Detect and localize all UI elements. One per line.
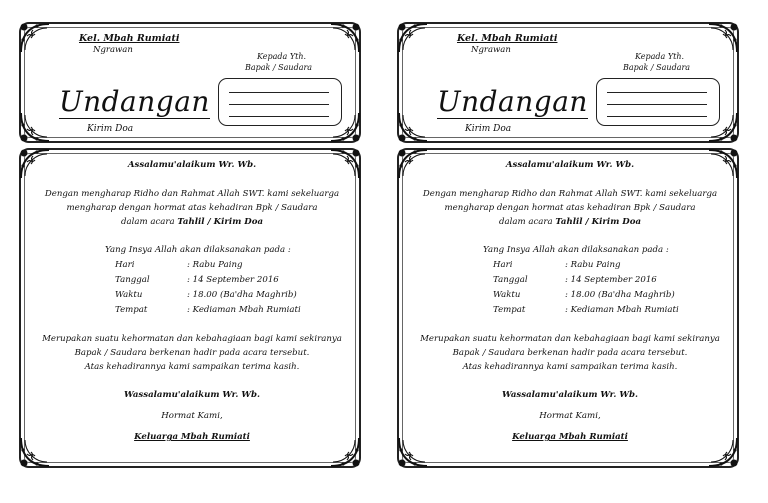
address-line [607,92,707,93]
address-box [596,78,720,126]
signature: Keluarga Mbah Rumiati [134,432,250,442]
ornament-corner-icon [327,20,363,56]
detail-value: : Kediaman Mbah Rumiati [187,305,301,315]
envelope-panel [397,22,739,143]
invitation-subtitle: Kirim Doa [465,124,512,134]
event-name: Tahlil / Kirim Doa [555,217,642,227]
paragraph-line: Dengan mengharap Ridho dan Rahmat Allah SWT. kami sekeluarga [422,189,718,199]
event-name: Tahlil / Kirim Doa [177,217,264,227]
event-line [21,217,363,228]
detail-label: Tempat [493,305,526,315]
farewell: Wassalamu'alaikum Wr. Wb. [501,390,639,400]
ornament-corner-icon [395,109,431,145]
detail-value: : 18.00 (Ba'dha Maghrib) [565,290,675,300]
address-box [218,78,342,126]
greeting: Assalamu'alaikum Wr. Wb. [127,160,257,170]
closing-line: Merupakan suatu kehormatan dan kebahagiaan bagi kami sekiranya [420,334,720,344]
detail-value: : Rabu Paing [187,260,243,270]
closing-line: Merupakan suatu kehormatan dan kebahagiaan bagi kami sekiranya [42,334,342,344]
detail-value: : 14 September 2016 [187,275,279,285]
sender-family: Kel. Mbah Rumiati [457,33,558,44]
address-line [229,92,329,93]
paragraph-line: Dengan mengharap Ridho dan Rahmat Allah SWT. kami sekeluarga [44,189,340,199]
address-line [229,116,329,117]
schedule-intro: Yang Insya Allah akan dilaksanakan pada : [105,245,291,255]
recipient-heading: Kepada Yth. [635,52,685,61]
detail-label: Waktu [115,290,143,300]
detail-value: : Kediaman Mbah Rumiati [565,305,679,315]
ornament-corner-icon [705,20,741,56]
detail-label: Waktu [493,290,521,300]
greeting: Assalamu'alaikum Wr. Wb. [505,160,635,170]
detail-value: : 14 September 2016 [565,275,657,285]
invitation-subtitle: Kirim Doa [87,124,134,134]
recipient-title: Bapak / Saudara [623,63,691,72]
detail-row [493,260,621,271]
schedule-intro: Yang Insya Allah akan dilaksanakan pada : [483,245,669,255]
respect-line: Hormat Kami, [161,411,223,421]
envelope-panel [19,22,361,143]
detail-label: Hari [493,260,513,270]
detail-value: : Rabu Paing [565,260,621,270]
detail-row [493,290,675,301]
detail-row [493,275,657,286]
event-prefix: dalam acara [498,217,553,227]
letter-panel [19,148,361,468]
closing-line: Bapak / Saudara berkenan hadir pada acara tersebut. [74,348,310,358]
detail-row [493,305,679,316]
paragraph-line: mengharap dengan hormat atas kehadiran Bpk / Saudara [66,203,318,213]
detail-label: Tanggal [493,275,528,285]
sender-family: Kel. Mbah Rumiati [79,33,180,44]
closing-line: Atas kehadirannya kami sampaikan terima kasih. [462,362,678,372]
event-line [399,217,741,228]
detail-row [115,275,279,286]
detail-label: Tempat [115,305,148,315]
event-prefix: dalam acara [120,217,175,227]
paragraph-line: mengharap dengan hormat atas kehadiran Bpk / Saudara [444,203,696,213]
recipient-heading: Kepada Yth. [257,52,307,61]
sender-village: Ngrawan [471,45,511,55]
sender-village: Ngrawan [93,45,133,55]
detail-row [115,260,243,271]
address-line [607,116,707,117]
closing-line: Atas kehadirannya kami sampaikan terima kasih. [84,362,300,372]
ornament-corner-icon [17,20,53,56]
detail-label: Tanggal [115,275,150,285]
detail-row [115,305,301,316]
respect-line: Hormat Kami, [539,411,601,421]
invitation-title: Undangan [437,85,588,118]
detail-row [115,290,297,301]
farewell: Wassalamu'alaikum Wr. Wb. [123,390,261,400]
detail-label: Hari [115,260,135,270]
ornament-corner-icon [395,20,431,56]
detail-value: : 18.00 (Ba'dha Maghrib) [187,290,297,300]
address-line [229,104,329,105]
address-line [607,104,707,105]
invitation-title: Undangan [59,85,210,118]
recipient-title: Bapak / Saudara [245,63,313,72]
ornament-corner-icon [17,109,53,145]
closing-line: Bapak / Saudara berkenan hadir pada acara tersebut. [452,348,688,358]
signature: Keluarga Mbah Rumiati [512,432,628,442]
letter-panel [397,148,739,468]
